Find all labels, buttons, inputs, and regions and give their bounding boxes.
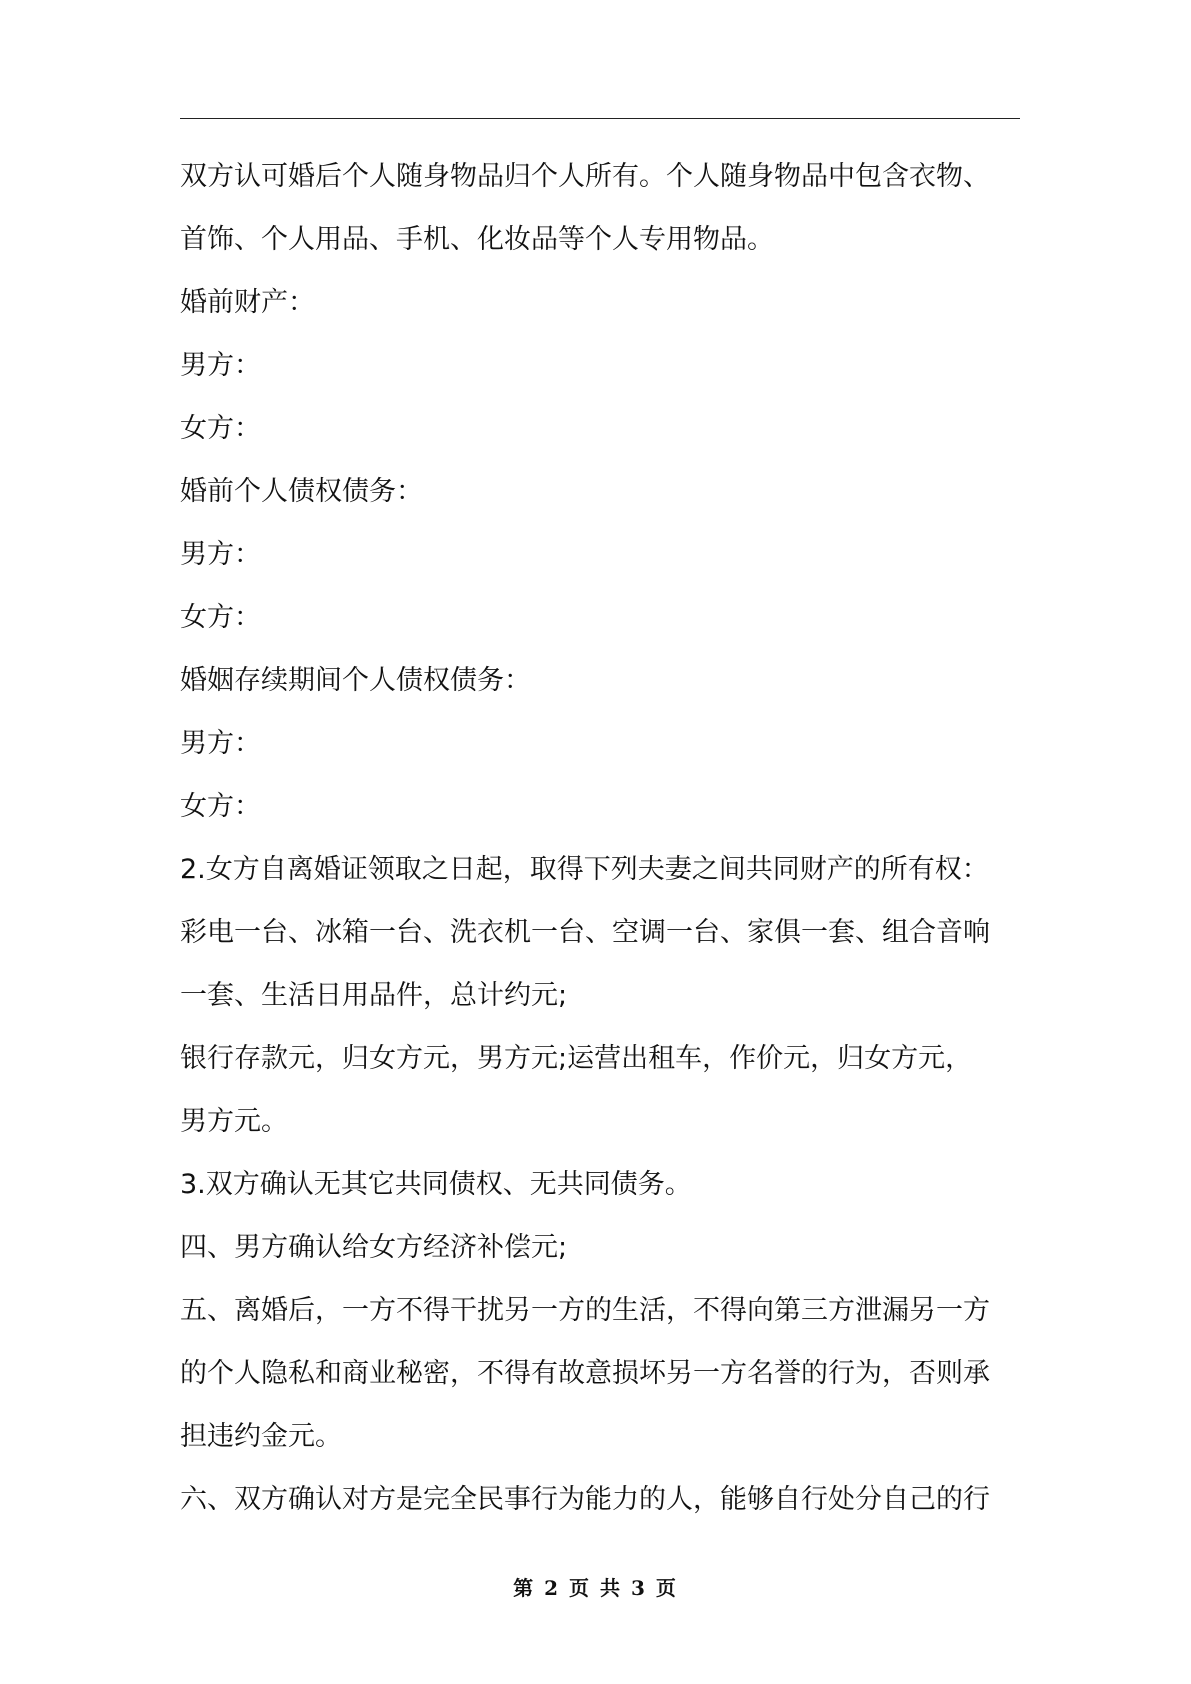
text-line: 3.双方确认无其它共同债权、无共同债务。 — [180, 1169, 692, 1200]
text-line: 婚前财产： — [180, 287, 315, 318]
text-line: 男方元。 — [180, 1106, 288, 1137]
text-line: 2.女方自离婚证领取之日起，取得下列夫妻之间共同财产的所有权： — [180, 854, 989, 885]
text-line: 女方： — [180, 413, 261, 444]
text-line: 女方： — [180, 791, 261, 822]
text-line: 双方认可婚后个人随身物品归个人所有。个人随身物品中包含衣物、 — [180, 161, 990, 192]
text-line: 担违约金元。 — [180, 1421, 342, 1452]
text-line: 四、男方确认给女方经济补偿元; — [180, 1232, 568, 1263]
document-body — [180, 145, 1030, 1531]
text-line: 一套、生活日用品件，总计约元; — [180, 980, 568, 1011]
text-line: 男方： — [180, 728, 261, 759]
text-line: 女方： — [180, 602, 261, 633]
page-number: 第 2 页 共 3 页 — [513, 1576, 678, 1600]
text-line: 婚前个人债权债务： — [180, 476, 423, 507]
text-line: 的个人隐私和商业秘密，不得有故意损坏另一方名誉的行为，否则承 — [180, 1358, 990, 1389]
text-line: 男方： — [180, 539, 261, 570]
text-line: 首饰、个人用品、手机、化妆品等个人专用物品。 — [180, 224, 774, 255]
text-line: 五、离婚后，一方不得干扰另一方的生活，不得向第三方泄漏另一方 — [180, 1295, 990, 1326]
text-line: 六、双方确认对方是完全民事行为能力的人，能够自行处分自己的行 — [180, 1484, 990, 1515]
header-rule — [180, 118, 1020, 119]
text-line: 男方： — [180, 350, 261, 381]
text-line: 银行存款元，归女方元，男方元;运营出租车，作价元，归女方元， — [180, 1043, 973, 1074]
text-line: 婚姻存续期间个人债权债务： — [180, 665, 531, 696]
text-line: 彩电一台、冰箱一台、洗衣机一台、空调一台、家俱一套、组合音响 — [180, 917, 990, 948]
